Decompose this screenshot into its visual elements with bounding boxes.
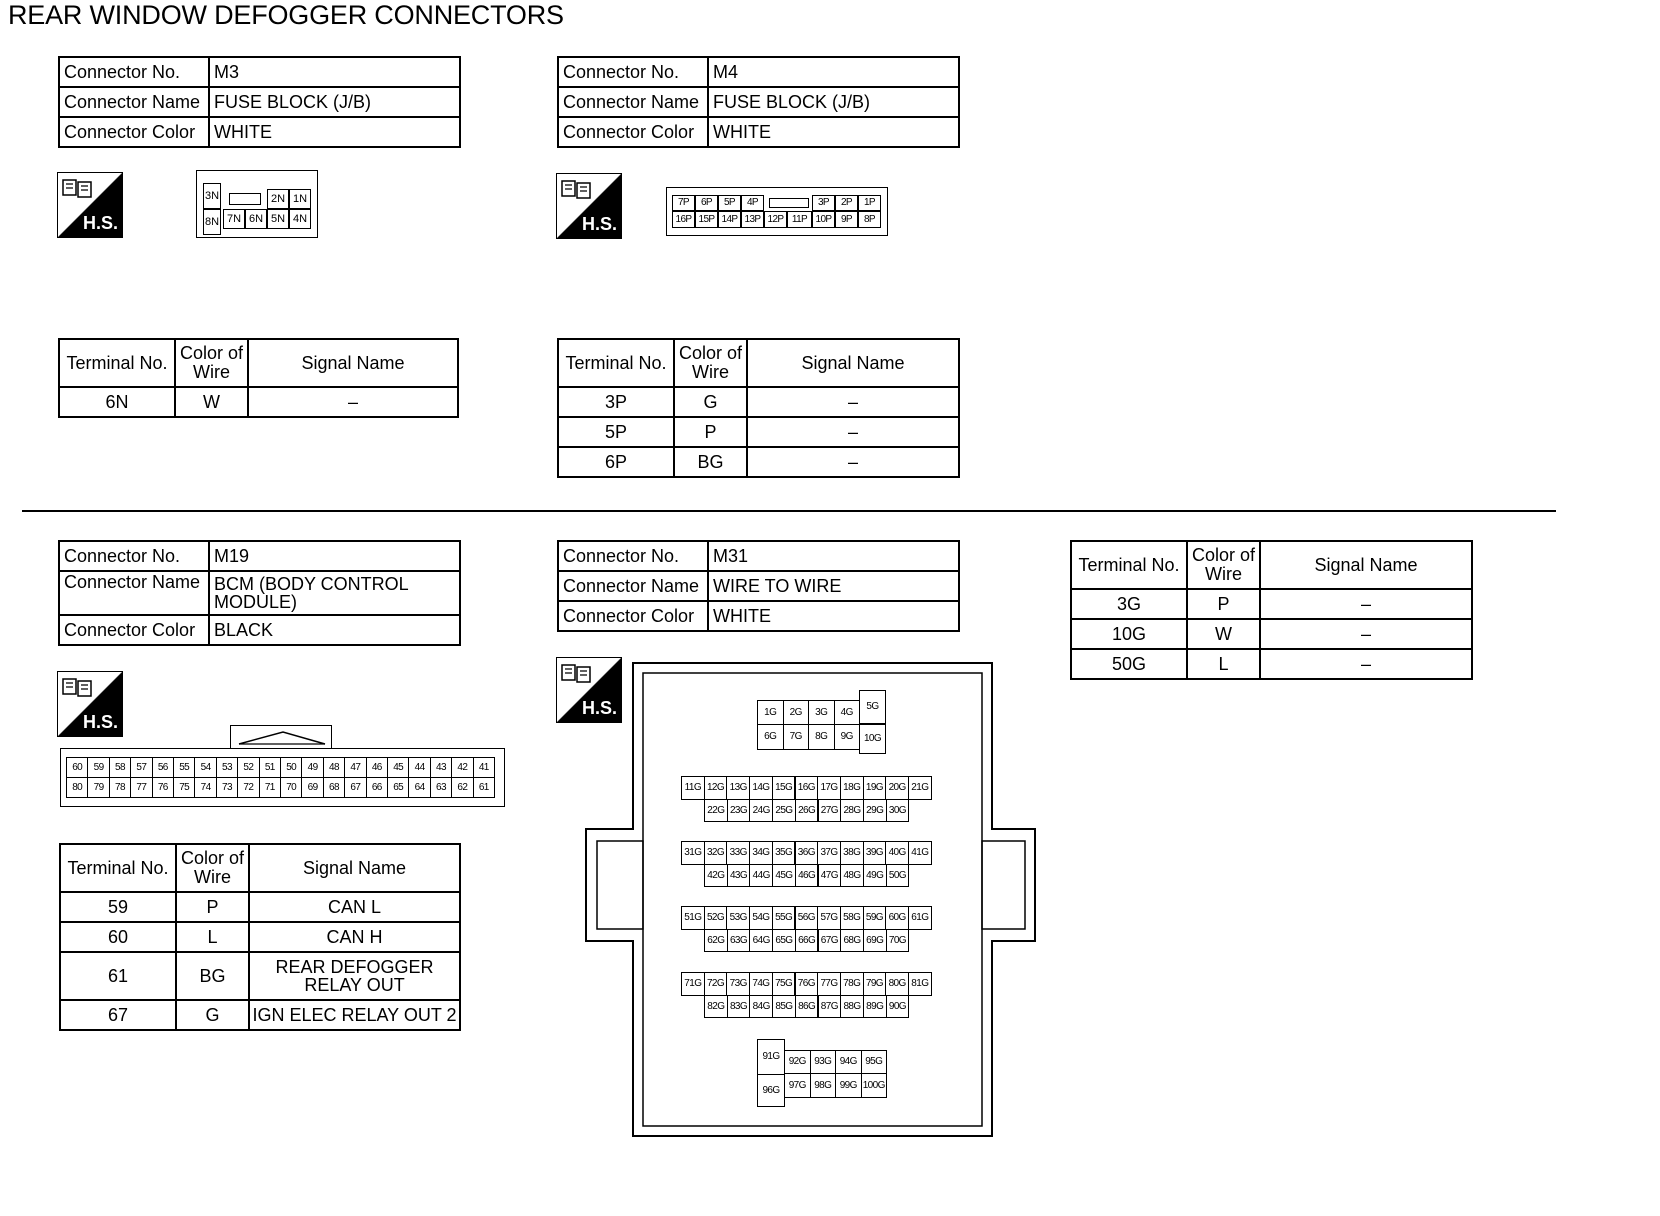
- m19-pin: 69: [301, 777, 323, 798]
- m4-pin: 2P: [835, 195, 858, 211]
- m31-pin: 13G: [726, 776, 750, 800]
- m31-pin: 88G: [840, 995, 864, 1018]
- m31-pin: 56G: [795, 906, 819, 930]
- m31-pin: 77G: [817, 972, 841, 996]
- wire-color: W: [175, 387, 248, 417]
- m31-pin: 41G: [908, 841, 932, 865]
- m3-signal-name-header: Signal Name: [248, 339, 458, 387]
- m19-pin: 77: [130, 777, 152, 798]
- m31-pin: 3G: [808, 700, 835, 725]
- m31-connector-no-key: Connector No.: [558, 541, 708, 571]
- m4-pin: 10P: [812, 211, 835, 228]
- m31-pin: 18G: [840, 776, 864, 800]
- signal-name: –: [1260, 619, 1472, 649]
- m31-pin: 83G: [727, 995, 751, 1018]
- wire-color: L: [176, 922, 249, 952]
- m19-pin: 50: [280, 757, 302, 778]
- m4-pin: 13P: [741, 211, 764, 228]
- m4-connector-color-key: Connector Color: [558, 117, 708, 147]
- m31-pin: 53G: [726, 906, 750, 930]
- m19-pin: 76: [152, 777, 174, 798]
- m4-pin: 8P: [858, 211, 881, 228]
- m31-pin: 44G: [749, 864, 773, 887]
- signal-line: REAR DEFOGGER: [275, 957, 434, 977]
- m31-connector-name: WIRE TO WIRE: [708, 571, 959, 601]
- m31-pin: 26G: [795, 799, 819, 822]
- m19-pin: 47: [344, 757, 366, 778]
- signal-name: CAN L: [249, 892, 460, 922]
- m4-connector-name: FUSE BLOCK (J/B): [708, 87, 959, 117]
- signal-name: IGN ELEC RELAY OUT 2: [249, 1000, 460, 1030]
- wire-color: W: [1187, 619, 1260, 649]
- m3-pin: 6N: [245, 209, 267, 229]
- m31-pin: 72G: [704, 972, 728, 996]
- signal-name: CAN H: [249, 922, 460, 952]
- m4-connector-no: M4: [708, 57, 959, 87]
- m19-terminal-no-header: Terminal No.: [60, 844, 176, 892]
- m3-pin: 3N: [203, 183, 221, 209]
- m4-pin: 3P: [812, 195, 835, 211]
- m19-pin: 52: [237, 757, 259, 778]
- m31-pin: 16G: [795, 776, 819, 800]
- m31-pin: 35G: [772, 841, 796, 865]
- m31-connector-no: M31: [708, 541, 959, 571]
- m19-pin: 57: [130, 757, 152, 778]
- m4-pin: 9P: [835, 211, 858, 228]
- terminal-no: 3P: [558, 387, 674, 417]
- m31-pin: 42G: [704, 864, 728, 887]
- m31-pin: 46G: [795, 864, 819, 887]
- m4-pin: 6P: [695, 195, 718, 211]
- m19-pin: 48: [323, 757, 345, 778]
- m31-pin: 34G: [749, 841, 773, 865]
- m19-pin: 72: [237, 777, 259, 798]
- terminal-no: 59: [60, 892, 176, 922]
- m31-pin: 31G: [681, 841, 705, 865]
- m19-connector-color: BLACK: [209, 615, 460, 645]
- m31-pin: 10G: [859, 724, 886, 754]
- m19-pin: 66: [366, 777, 388, 798]
- m19-pin: 60: [66, 757, 88, 778]
- m3-hs-label: H.S.: [82, 213, 118, 233]
- m4-connector-color: WHITE: [708, 117, 959, 147]
- m31-pin: 17G: [817, 776, 841, 800]
- m31-pin: 74G: [749, 972, 773, 996]
- m31-connector-color-key: Connector Color: [558, 601, 708, 631]
- m31-pin: 97G: [784, 1073, 811, 1098]
- m31-pin: 57G: [817, 906, 841, 930]
- m31-pin: 98G: [810, 1073, 837, 1098]
- m19-pin: 46: [366, 757, 388, 778]
- m31-pin: 47G: [818, 864, 842, 887]
- m31-pin: 82G: [704, 995, 728, 1018]
- terminal-no: 60: [60, 922, 176, 952]
- header-line: Wire: [692, 362, 730, 382]
- m19-pin: 51: [259, 757, 281, 778]
- m19-connector-color-key: Connector Color: [59, 615, 209, 645]
- m4-connector-no-key: Connector No.: [558, 57, 708, 87]
- m4-pin: 5P: [718, 195, 741, 211]
- header-line: Wire: [193, 362, 231, 382]
- m31-pin: 25G: [772, 799, 796, 822]
- m31-pin: 68G: [840, 929, 864, 952]
- wire-color: G: [176, 1000, 249, 1030]
- m31-pin: 6G: [757, 724, 784, 750]
- m4-signal-name-header: Signal Name: [747, 339, 959, 387]
- m19-pin: 64: [408, 777, 430, 798]
- m31-pin: 11G: [681, 776, 705, 800]
- table-row: [1071, 619, 1472, 649]
- m31-pin: 86G: [795, 995, 819, 1018]
- m31-pin: 48G: [840, 864, 864, 887]
- m19-pin: 42: [451, 757, 473, 778]
- m31-pin: 32G: [704, 841, 728, 865]
- m31-pin: 62G: [704, 929, 728, 952]
- m19-pin: 75: [173, 777, 195, 798]
- terminal-no: 6N: [59, 387, 175, 417]
- m3-connector-no-key: Connector No.: [59, 57, 209, 87]
- m19-connector-name-key: Connector Name: [59, 571, 209, 615]
- signal-name: –: [1260, 589, 1472, 619]
- m31-pin: 71G: [681, 972, 705, 996]
- m19-pin: 79: [87, 777, 109, 798]
- m3-pin: 2N: [267, 189, 289, 209]
- m4-pin: 7P: [672, 195, 695, 211]
- m19-pin: 63: [430, 777, 452, 798]
- m31-pin: 95G: [861, 1050, 888, 1074]
- m31-pin: 59G: [863, 906, 887, 930]
- m19-pin: 56: [152, 757, 174, 778]
- m31-pin: 54G: [749, 906, 773, 930]
- m31-pin: 5G: [859, 690, 886, 724]
- terminal-no: 67: [60, 1000, 176, 1030]
- m3-pin: 4N: [289, 209, 311, 229]
- m31-pin: 60G: [885, 906, 909, 930]
- m19-pin: 59: [87, 757, 109, 778]
- m31-pin: 79G: [863, 972, 887, 996]
- m31-pin: 24G: [749, 799, 773, 822]
- m3-connector-color-key: Connector Color: [59, 117, 209, 147]
- signal-name: –: [747, 417, 959, 447]
- m19-pin: 44: [408, 757, 430, 778]
- wire-color: BG: [674, 447, 747, 477]
- m31-pin: 52G: [704, 906, 728, 930]
- m31-pin: 100G: [861, 1073, 888, 1098]
- terminal-no: 5P: [558, 417, 674, 447]
- m3-pin: 8N: [203, 209, 221, 235]
- m31-pin: 84G: [749, 995, 773, 1018]
- m31-pin: 49G: [863, 864, 887, 887]
- name-line: MODULE): [214, 592, 298, 612]
- terminal-no: 10G: [1071, 619, 1187, 649]
- m3-connector-name: FUSE BLOCK (J/B): [209, 87, 460, 117]
- m31-pin: 55G: [772, 906, 796, 930]
- m31-pin: 96G: [757, 1074, 785, 1107]
- m19-pin: 53: [216, 757, 238, 778]
- m31-pin: 65G: [772, 929, 796, 952]
- m31-pin: 36G: [795, 841, 819, 865]
- signal-name: –: [747, 387, 959, 417]
- m31-pin: 29G: [863, 799, 887, 822]
- m19-pin: 74: [194, 777, 216, 798]
- m3-connector-color: WHITE: [209, 117, 460, 147]
- header-line: Color of: [679, 343, 743, 363]
- m31-pin: 33G: [726, 841, 750, 865]
- signal-name: –: [747, 447, 959, 477]
- wire-color: P: [674, 417, 747, 447]
- m19-pin: 54: [194, 757, 216, 778]
- page-title: REAR WINDOW DEFOGGER CONNECTORS: [8, 0, 564, 30]
- signal-line: RELAY OUT: [304, 975, 405, 995]
- m31-hs-label: H.S.: [581, 698, 617, 718]
- signal-name: –: [248, 387, 458, 417]
- header-line: Color of: [1192, 545, 1256, 565]
- m31-pin: 63G: [727, 929, 751, 952]
- m31-pin: 94G: [835, 1050, 862, 1074]
- m31-pin: 64G: [749, 929, 773, 952]
- wire-color: G: [674, 387, 747, 417]
- m31-pin: 4G: [834, 700, 861, 725]
- m31-pin: 73G: [726, 972, 750, 996]
- m19-signal-name-header: Signal Name: [249, 844, 460, 892]
- header-line: Color of: [181, 848, 245, 868]
- m31-pin: 40G: [885, 841, 909, 865]
- m4-pin: 11P: [787, 211, 812, 228]
- name-line: BCM (BODY CONTROL: [214, 574, 409, 594]
- m3-terminal-no-header: Terminal No.: [59, 339, 175, 387]
- m31-pin: 15G: [772, 776, 796, 800]
- m31-terminal-no-header: Terminal No.: [1071, 541, 1187, 589]
- terminal-no: 6P: [558, 447, 674, 477]
- m31-pin: 1G: [757, 700, 784, 725]
- m19-pin: 45: [387, 757, 409, 778]
- m4-pin: 14P: [718, 211, 741, 228]
- m19-pin: 67: [344, 777, 366, 798]
- m19-pin: 70: [280, 777, 302, 798]
- m31-pin: 61G: [908, 906, 932, 930]
- m31-connector-name-key: Connector Name: [558, 571, 708, 601]
- m19-pin: 68: [323, 777, 345, 798]
- m31-pin: 27G: [818, 799, 842, 822]
- m31-pin: 99G: [835, 1073, 862, 1098]
- m31-pin: 28G: [840, 799, 864, 822]
- m31-pin: 90G: [886, 995, 910, 1018]
- m31-terminal-table: [1070, 540, 1473, 680]
- m31-pin: 30G: [886, 799, 910, 822]
- m31-pin: 85G: [772, 995, 796, 1018]
- m19-pin: 41: [473, 757, 495, 778]
- m3-pin: 7N: [223, 209, 245, 229]
- m31-pin: 8G: [808, 724, 835, 750]
- m31-signal-name-header: Signal Name: [1260, 541, 1472, 589]
- terminal-no: 3G: [1071, 589, 1187, 619]
- m31-pin: 7G: [783, 724, 810, 750]
- m19-pin: 58: [109, 757, 131, 778]
- m31-pin: 45G: [772, 864, 796, 887]
- table-row: [1071, 649, 1472, 679]
- m31-pin: 69G: [863, 929, 887, 952]
- m31-pin: 80G: [885, 972, 909, 996]
- m4-pin: 15P: [695, 211, 718, 228]
- m4-pin: 12P: [764, 211, 787, 228]
- m31-pin: 23G: [727, 799, 751, 822]
- m31-pin: 92G: [784, 1050, 811, 1074]
- m31-pin: 58G: [840, 906, 864, 930]
- m4-terminal-no-header: Terminal No.: [558, 339, 674, 387]
- m31-pin: 89G: [863, 995, 887, 1018]
- m31-pin: 75G: [772, 972, 796, 996]
- m19-connector-no-key: Connector No.: [59, 541, 209, 571]
- m31-pin: 39G: [863, 841, 887, 865]
- m31-pin: 21G: [908, 776, 932, 800]
- m4-pin: 1P: [858, 195, 881, 211]
- m19-pin: 80: [66, 777, 88, 798]
- header-line: Wire: [194, 867, 232, 887]
- m31-pin: 91G: [757, 1039, 785, 1075]
- m19-pin: 71: [259, 777, 281, 798]
- wire-color: P: [1187, 589, 1260, 619]
- header-line: Color of: [180, 343, 244, 363]
- m19-pin: 43: [430, 757, 452, 778]
- header-line: Wire: [1205, 564, 1243, 584]
- m31-pin: 78G: [840, 972, 864, 996]
- wire-color: L: [1187, 649, 1260, 679]
- m31-pin: 43G: [727, 864, 751, 887]
- m19-pin: 78: [109, 777, 131, 798]
- m31-wire-color-header: [1187, 541, 1260, 589]
- m31-pin: 70G: [886, 929, 910, 952]
- m19-connector-no: M19: [209, 541, 460, 571]
- m31-pin: 87G: [818, 995, 842, 1018]
- m31-pin: 14G: [749, 776, 773, 800]
- m31-pin: 20G: [885, 776, 909, 800]
- m31-pin: 22G: [704, 799, 728, 822]
- wire-color: P: [176, 892, 249, 922]
- signal-name: –: [1260, 649, 1472, 679]
- m3-connector-no: M3: [209, 57, 460, 87]
- m31-pin: 66G: [795, 929, 819, 952]
- m3-pin: 1N: [289, 189, 311, 209]
- m19-pin: 62: [451, 777, 473, 798]
- m19-pin: 73: [216, 777, 238, 798]
- m31-pin: 76G: [795, 972, 819, 996]
- m19-pin: 55: [173, 757, 195, 778]
- m31-pin: 12G: [704, 776, 728, 800]
- wire-color: BG: [176, 952, 249, 1000]
- m4-connector-name-key: Connector Name: [558, 87, 708, 117]
- m4-pin: 4P: [741, 195, 764, 211]
- m19-hs-label: H.S.: [82, 712, 118, 732]
- m31-pin: 37G: [817, 841, 841, 865]
- m19-pin: 61: [473, 777, 495, 798]
- m4-hs-label: H.S.: [581, 214, 617, 234]
- m3-connector-name-key: Connector Name: [59, 87, 209, 117]
- table-row: [1071, 589, 1472, 619]
- m31-pin: 93G: [810, 1050, 837, 1074]
- m31-pin: 9G: [834, 724, 861, 750]
- m31-pin: 38G: [840, 841, 864, 865]
- m31-pin: 51G: [681, 906, 705, 930]
- m31-pin: 81G: [908, 972, 932, 996]
- m31-pin: 50G: [886, 864, 910, 887]
- m4-pin: 16P: [672, 211, 695, 228]
- m31-pin: 2G: [783, 700, 810, 725]
- terminal-no: 50G: [1071, 649, 1187, 679]
- m19-pin: 49: [301, 757, 323, 778]
- m31-pin: 19G: [863, 776, 887, 800]
- m31-pin: 67G: [818, 929, 842, 952]
- m31-connector-color: WHITE: [708, 601, 959, 631]
- m19-pin: 65: [387, 777, 409, 798]
- m3-pin: 5N: [267, 209, 289, 229]
- terminal-no: 61: [60, 952, 176, 1000]
